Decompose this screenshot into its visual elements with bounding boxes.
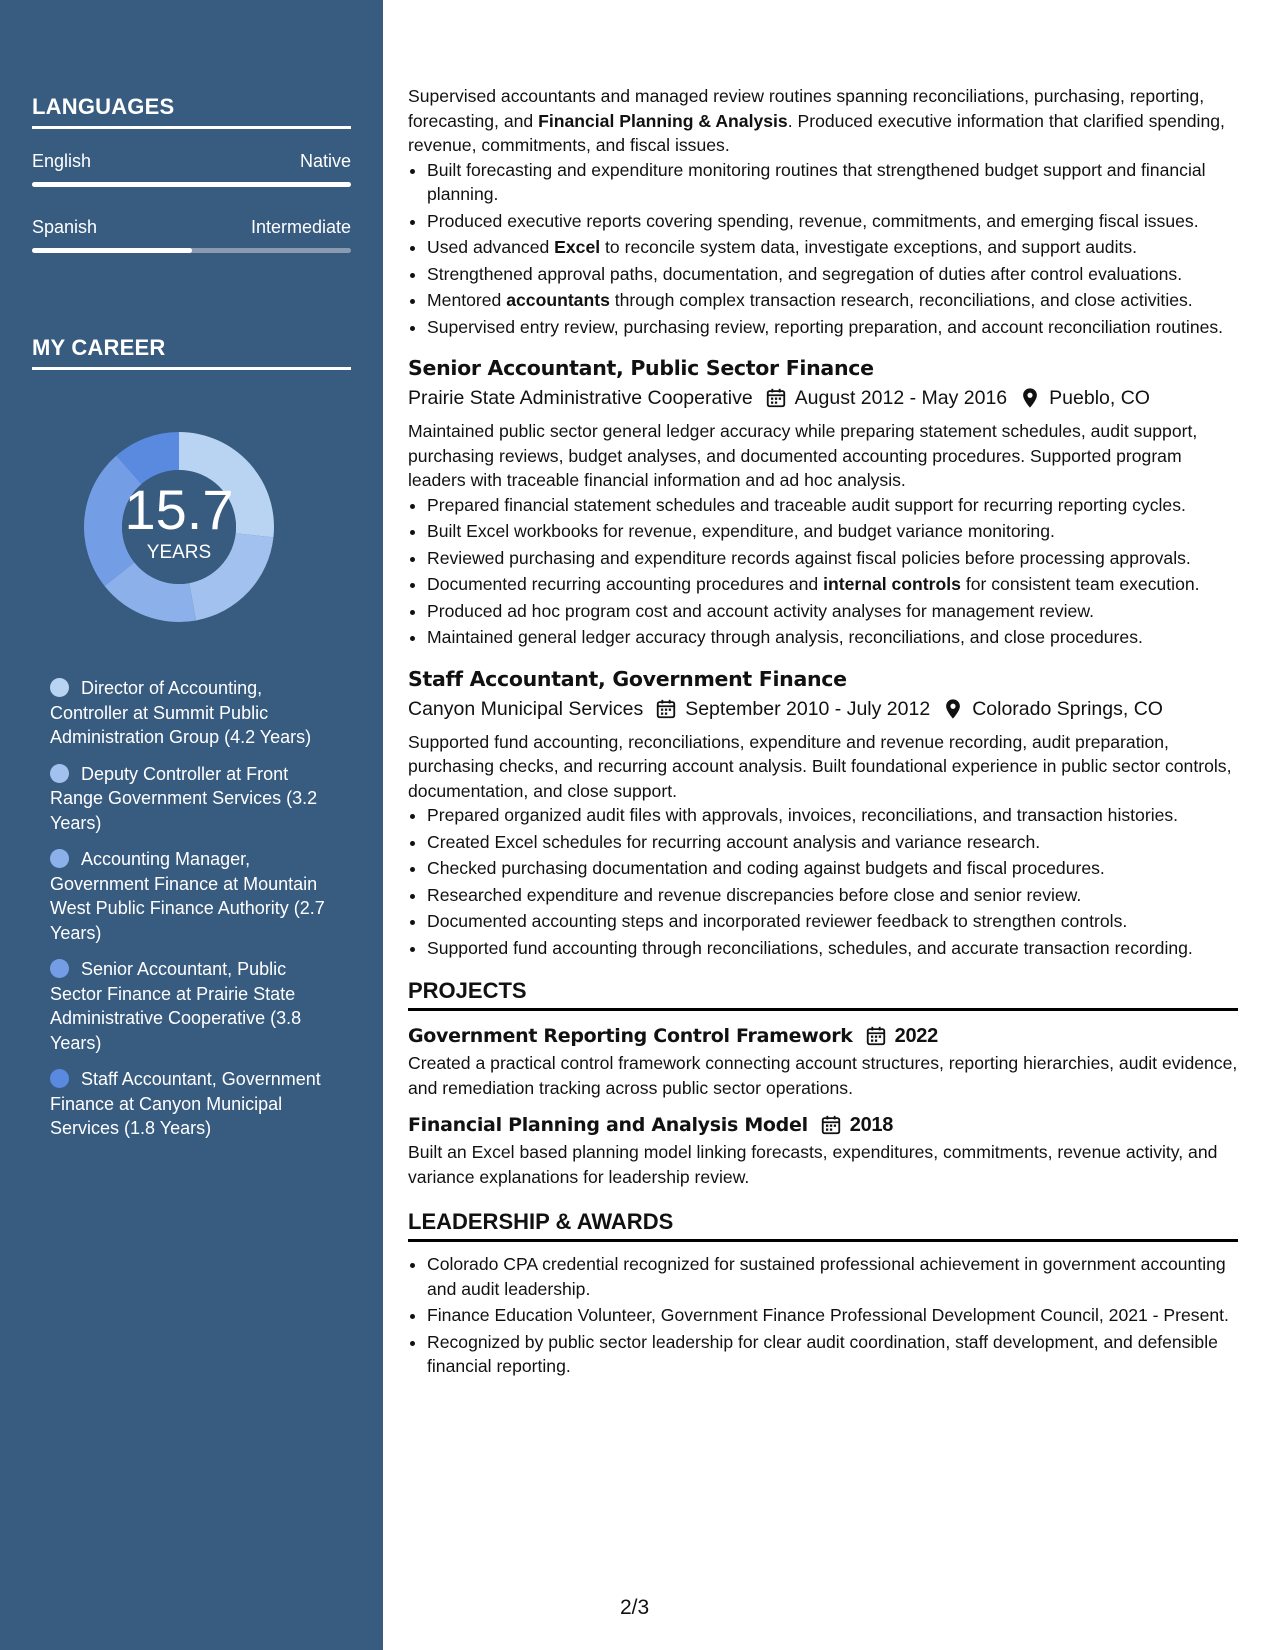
donut-center [66, 414, 292, 640]
map-pin-icon [942, 698, 964, 720]
legend-dot [50, 959, 69, 978]
language-bar-spanish [32, 248, 351, 253]
text: for consistent team execution. [960, 574, 1200, 594]
text: Documented recurring accounting procedures and [427, 574, 824, 594]
job-location: Colorado Springs, CO [972, 697, 1163, 720]
job-bullets [408, 803, 1238, 960]
languages-section [32, 94, 351, 253]
legend-dot [50, 849, 69, 868]
career-donut-chart [66, 414, 292, 640]
bullet [427, 235, 1238, 260]
job-meta [408, 383, 1238, 413]
language-bar-fill [32, 248, 192, 253]
language-bar-english [32, 182, 351, 187]
bullet: • Produced ad hoc program cost and account activity analyses for management review. [427, 599, 1238, 624]
legend-dot [50, 1069, 69, 1088]
text: Supervised accountants and managed review routines spanning reconciliations, purchasing, reporting, forecasting, and [408, 86, 1205, 131]
project-year: 2022 [894, 1025, 938, 1047]
career-total-years: 15.7 [124, 478, 234, 541]
sidebar [0, 0, 383, 1650]
calendar-icon [655, 698, 677, 720]
project-description: Created a practical control framework connecting account structures, reporting hierarchies, audit evidence, and remediation tracking across public sector operations. [408, 1053, 1238, 1098]
text: through complex transaction research, reconciliations, and close activities. [609, 290, 1193, 310]
job-bullets [408, 493, 1238, 650]
text: . Produced executive information that clarified spending, revenue, commitments, and fiscal issues. [408, 110, 1225, 155]
languages-heading: LANGUAGES [32, 94, 351, 129]
awards-list [408, 1252, 1238, 1379]
project-description: Built an Excel based planning model linking forecasts, expenditures, commitments, revenue activity, and variance explanations for leadership review. [408, 1142, 1218, 1187]
language-name: Spanish [32, 217, 98, 237]
job-location: Pueblo, CO [1049, 387, 1150, 409]
bold-text: Financial Planning & Analysis [538, 110, 788, 131]
job-title: Staff Accountant, Government Finance [408, 666, 847, 691]
job-meta [408, 694, 1238, 724]
job-company: Prairie State Administrative Cooperative [408, 387, 753, 409]
calendar-icon [820, 1114, 842, 1136]
project-title: Financial Planning and Analysis Model [408, 1114, 808, 1136]
bullet: • Built Excel workbooks for revenue, expenditure, and budget variance monitoring. [427, 519, 1238, 544]
career-legend-item [50, 957, 340, 1055]
project-title-row [408, 1110, 1238, 1140]
page-number: 2/3 [620, 1596, 650, 1619]
project-title-row [408, 1021, 1238, 1051]
bullet: • Researched expenditure and revenue discrepancies before close and senior review. [427, 883, 1238, 908]
job-dates: September 2010 - July 2012 [685, 697, 931, 720]
calendar-icon [765, 387, 787, 409]
language-bar-fill [32, 182, 351, 187]
job-summary: Supported fund accounting, reconciliations, expenditure and revenue recording, audit preparation, purchasing checks, and recurring account analysis. Built foundational experience in public sector controls, documentation, and close support. [408, 731, 1232, 801]
bullet: • Created Excel schedules for recurring account analysis and variance research. [427, 830, 1238, 855]
bullet: • Checked purchasing documentation and coding against budgets and fiscal procedures. [427, 856, 1238, 881]
main-content [408, 84, 1238, 1381]
job-summary [408, 84, 1238, 158]
career-legend-item [50, 847, 340, 945]
language-row-english [32, 151, 351, 172]
bullet: • Documented accounting steps and incorporated reviewer feedback to strengthen controls. [427, 909, 1238, 934]
career-legend-label: Accounting Manager, Government Finance at Mountain West Public Finance Authority (2.7 Years) [50, 849, 325, 943]
bullet: • Prepared financial statement schedules and traceable audit support for recurring reporting cycles. [427, 493, 1238, 518]
bold-text: Excel [554, 237, 601, 257]
job-title: Senior Accountant, Public Sector Finance [408, 356, 874, 380]
career-legend-label: Staff Accountant, Government Finance at Canyon Municipal Services (1.8 Years) [50, 1069, 321, 1138]
award-item: • Recognized by public sector leadership for clear audit coordination, staff development, and defensible financial reporting. [427, 1330, 1238, 1379]
bullet: • Supported fund accounting through reconciliations, schedules, and accurate transaction recording. [427, 936, 1238, 961]
bullet: • Strengthened approval paths, documentation, and segregation of duties after control evaluations. [427, 262, 1238, 287]
project-year: 2018 [849, 1114, 894, 1136]
map-pin-icon [1019, 387, 1041, 409]
legend-dot [50, 764, 69, 783]
career-section [32, 335, 351, 370]
career-legend-item [50, 676, 340, 750]
language-level: Intermediate [250, 217, 351, 237]
bullet [427, 288, 1238, 313]
text: to reconcile system data, investigate exceptions, and support audits. [600, 237, 1138, 257]
career-legend-item [50, 1067, 340, 1141]
bullet [427, 572, 1238, 597]
career-total-unit: YEARS [146, 542, 212, 563]
bullet: • Reviewed purchasing and expenditure records against fiscal policies before processing approvals. [427, 546, 1238, 571]
bullet: • Prepared organized audit files with approvals, invoices, reconciliations, and transaction histories. [427, 803, 1238, 828]
awards-heading: LEADERSHIP & AWARDS [408, 1207, 1238, 1242]
career-legend-label: Director of Accounting, Controller at Summit Public Administration Group (4.2 Years) [50, 678, 312, 747]
career-legend-label: Senior Accountant, Public Sector Finance at Prairie State Administrative Cooperative (3.8 Years) [50, 959, 302, 1053]
job-bullets [408, 158, 1238, 340]
career-legend [50, 676, 340, 1153]
bullet: • Supervised entry review, purchasing review, reporting preparation, and account reconciliation routines. [427, 315, 1238, 340]
language-row-spanish [32, 217, 351, 238]
bullet: • Maintained general ledger accuracy through analysis, reconciliations, and close procedures. [427, 625, 1238, 650]
projects-heading: PROJECTS [408, 976, 1238, 1011]
text: Mentored [427, 290, 507, 310]
project-title: Government Reporting Control Framework [408, 1025, 853, 1047]
career-heading: MY CAREER [32, 335, 351, 370]
job-summary: Maintained public sector general ledger accuracy while preparing statement schedules, audit support, purchasing reviews, budget analyses, and documented accounting procedures. Supported program leaders with traceable financial information and ad hoc analysis. [408, 421, 1198, 490]
legend-dot [50, 678, 69, 697]
text: Used advanced [427, 237, 555, 257]
bullet: • Produced executive reports covering spending, revenue, commitments, and emerging fiscal issues. [427, 209, 1238, 234]
bold-text: internal controls [823, 574, 961, 594]
calendar-icon [865, 1025, 887, 1047]
bullet: • Built forecasting and expenditure monitoring routines that strengthened budget support and financial planning. [427, 158, 1238, 207]
career-legend-item [50, 762, 340, 836]
bold-text: accountants [506, 290, 610, 310]
career-legend-label: Deputy Controller at Front Range Government Services (3.2 Years) [50, 763, 318, 833]
award-item: • Finance Education Volunteer, Government Finance Professional Development Council, 2021 - Present. [427, 1303, 1238, 1328]
job-company: Canyon Municipal Services [408, 697, 644, 720]
award-item: • Colorado CPA credential recognized for sustained professional achievement in government accounting and audit leadership. [427, 1252, 1238, 1301]
language-name: English [32, 151, 92, 171]
job-dates: August 2012 - May 2016 [794, 387, 1008, 409]
language-level: Native [299, 151, 351, 171]
